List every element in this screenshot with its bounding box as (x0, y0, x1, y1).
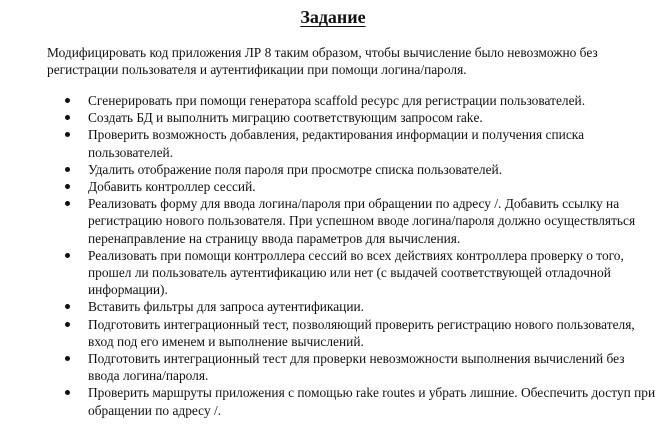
task-item-text: Подготовить интеграционный тест, позволяющий проверить регистрацию нового пользователя, вход под его именем и выполнение вычислений. (88, 316, 635, 349)
task-item (62, 350, 656, 384)
bullet-icon (65, 390, 70, 395)
task-item (62, 178, 656, 195)
bullet-icon (65, 184, 70, 189)
task-item-text: Проверить возможность добавления, редактирования информации и получения списка пользователей. (88, 127, 585, 160)
task-item (62, 247, 656, 299)
task-item-text: Подготовить интеграционный тест для проверки невозможности выполнения вычислений без ввода логина/пароля. (88, 351, 625, 384)
bullet-icon (65, 201, 70, 206)
intro-paragraph: Модифицировать код приложения ЛР 8 таким образом, чтобы вычисление было невозможно без регистрации пользователя и аутентификации при помощи логина/пароля. (47, 45, 598, 78)
task-item-text: Добавить контроллер сессий. (88, 179, 256, 195)
task-item (62, 92, 656, 109)
task-item (62, 161, 656, 178)
task-item-text: Удалить отображение поля пароля при просмотре списка пользователей. (88, 161, 503, 177)
task-item-text: Сгенерировать при помощи генератора scaffold ресурс для регистрации пользователей. (88, 93, 586, 108)
task-item (62, 195, 656, 247)
bullet-icon (65, 115, 70, 120)
bullet-icon (65, 322, 70, 327)
task-item-text: Создать БД и выполнить миграцию соответствующим запросом rake. (88, 110, 483, 126)
bullet-icon (65, 356, 70, 361)
task-item (62, 298, 656, 315)
task-item (62, 316, 656, 350)
task-item-text: Вставить фильтры для запроса аутентификации. (88, 299, 365, 315)
document-title: Задание (300, 7, 366, 27)
task-item (62, 126, 656, 160)
task-item-text: Проверить маршруты приложения с помощью rake routes и убрать лишние. Обеспечить доступ при обращении по адресу /. (88, 385, 656, 418)
bullet-icon (65, 98, 70, 103)
task-list (62, 92, 656, 419)
bullet-icon (65, 167, 70, 172)
task-item-text: Реализовать при помощи контроллера сессий во всех действиях контроллера проверку о того, прошел ли пользователь аутентификацию или нет (с выдачей соответствующей отладочной информации). (88, 247, 624, 298)
task-item (62, 109, 656, 126)
bullet-icon (65, 132, 70, 137)
task-item-text: Реализовать форму для ввода логина/пароля при обращении по адресу /. Добавить ссылку на регистрацию нового пользователя. При успешном вводе логина/пароля должно осуществляться перенаправление на страницу ввода параметров для вычисления. (88, 196, 636, 246)
bullet-icon (65, 253, 70, 258)
task-item (62, 384, 656, 418)
bullet-icon (65, 304, 70, 309)
